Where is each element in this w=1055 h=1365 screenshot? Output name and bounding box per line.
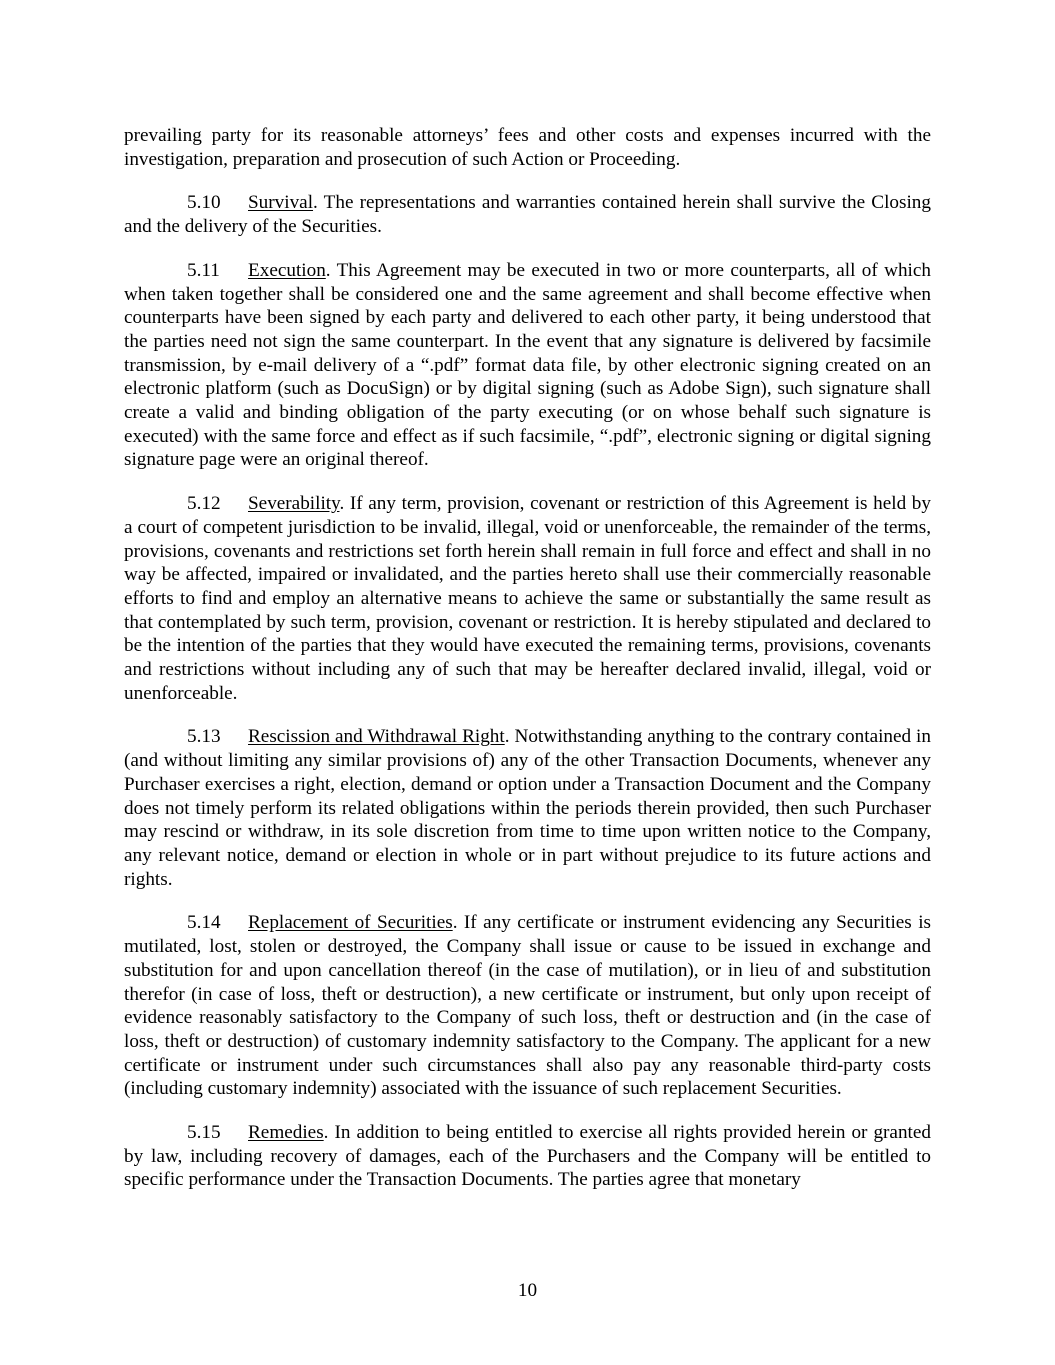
- section-text: . This Agreement may be executed in two or more counterparts, all of which when taken together shall be considered one and the same agreement and shall become effective when counterparts have been signed by each party and delivered to each other party, it being understood that the parties need not sign the same counterpart. In the event that any signature is delivered by facsimile transmission, by e-mail delivery of a “.pdf” format data file, by other electronic signing created on an electronic platform (such as DocuSign) or by digital signing (such as Adobe Sign), such signature shall create a valid and binding obligation of the party executing (or on whose behalf such signature is executed) with the same force and effect as if such facsimile, “.pdf”, electronic signing or digital signing signature page were an original thereof.: [124, 259, 931, 471]
- section-5-10: [124, 191, 931, 238]
- intro-paragraph: prevailing party for its reasonable attorneys’ fees and other costs and expenses incurred with the investigation, preparation and prosecution of such Action or Proceeding.: [124, 125, 931, 170]
- section-number: 5.10: [187, 192, 221, 214]
- section-heading: Rescission and Withdrawal Right: [248, 726, 505, 748]
- section-heading: Replacement of Securities: [248, 912, 453, 934]
- section-text: . The representations and warranties contained herein shall survive the Closing and the delivery of the Securities.: [124, 192, 931, 238]
- section-5-13: [124, 725, 931, 891]
- section-5-15: [124, 1121, 931, 1192]
- document-body: [124, 124, 931, 1212]
- section-5-12: [124, 492, 931, 705]
- section-number: 5.11: [187, 259, 220, 281]
- section-heading: Execution: [248, 259, 326, 281]
- section-number: 5.14: [187, 912, 221, 934]
- section-number: 5.13: [187, 726, 221, 748]
- section-5-14: [124, 911, 931, 1101]
- section-text: . If any term, provision, covenant or restriction of this Agreement is held by a court of competent jurisdiction to be invalid, illegal, void or unenforceable, the remainder of the terms, provisions, covenants and restrictions set forth herein shall remain in full force and effect and shall in no way be affected, impaired or invalidated, and the parties hereto shall use their commercially reasonable efforts to find and employ an alternative means to achieve the same or substantially the same result as that contemplated by such term, provision, covenant or restriction. It is hereby stipulated and declared to be the intention of the parties that they would have executed the remaining terms, provisions, covenants and restrictions without including any of such that may be hereafter declared invalid, illegal, void or unenforceable.: [124, 493, 931, 704]
- section-text: . If any certificate or instrument evidencing any Securities is mutilated, lost, stolen or destroyed, the Company shall issue or cause to be issued in exchange and substitution for and upon cancellation thereof (in the case of mutilation), or in lieu of and substitution therefor (in case of loss, theft or destruction), a new certificate or instrument, but only upon receipt of evidence reasonably satisfactory to the Company of such loss, theft or destruction and (in the case of loss, theft or destruction) of customary indemnity satisfactory to the Company. The applicant for a new certificate or instrument under such circumstances shall also pay any reasonable third-party costs (including customary indemnity) associated with the issuance of such replacement Securities.: [124, 912, 931, 1100]
- section-5-11: [124, 259, 931, 472]
- section-heading: Severability: [248, 493, 340, 515]
- section-text: . Notwithstanding anything to the contrary contained in (and without limiting any similar provisions of) any of the other Transaction Documents, whenever any Purchaser exercises a right, election, demand or option under a Transaction Document and the Company does not timely perform its related obligations within the periods therein provided, then such Purchaser may rescind or withdraw, in its sole discretion from time to time upon written notice to the Company, any relevant notice, demand or election in whole or in part without prejudice to its future actions and rights.: [124, 726, 931, 890]
- section-number: 5.15: [187, 1122, 221, 1144]
- section-number: 5.12: [187, 493, 221, 515]
- section-heading: Survival: [248, 192, 314, 214]
- section-heading: Remedies: [248, 1122, 324, 1144]
- page-number: 10: [517, 1280, 538, 1301]
- section-text: . In addition to being entitled to exercise all rights provided herein or granted by law, including recovery of damages, each of the Purchasers and the Company will be entitled to specific performance under the Transaction Documents. The parties agree that monetary: [124, 1122, 931, 1191]
